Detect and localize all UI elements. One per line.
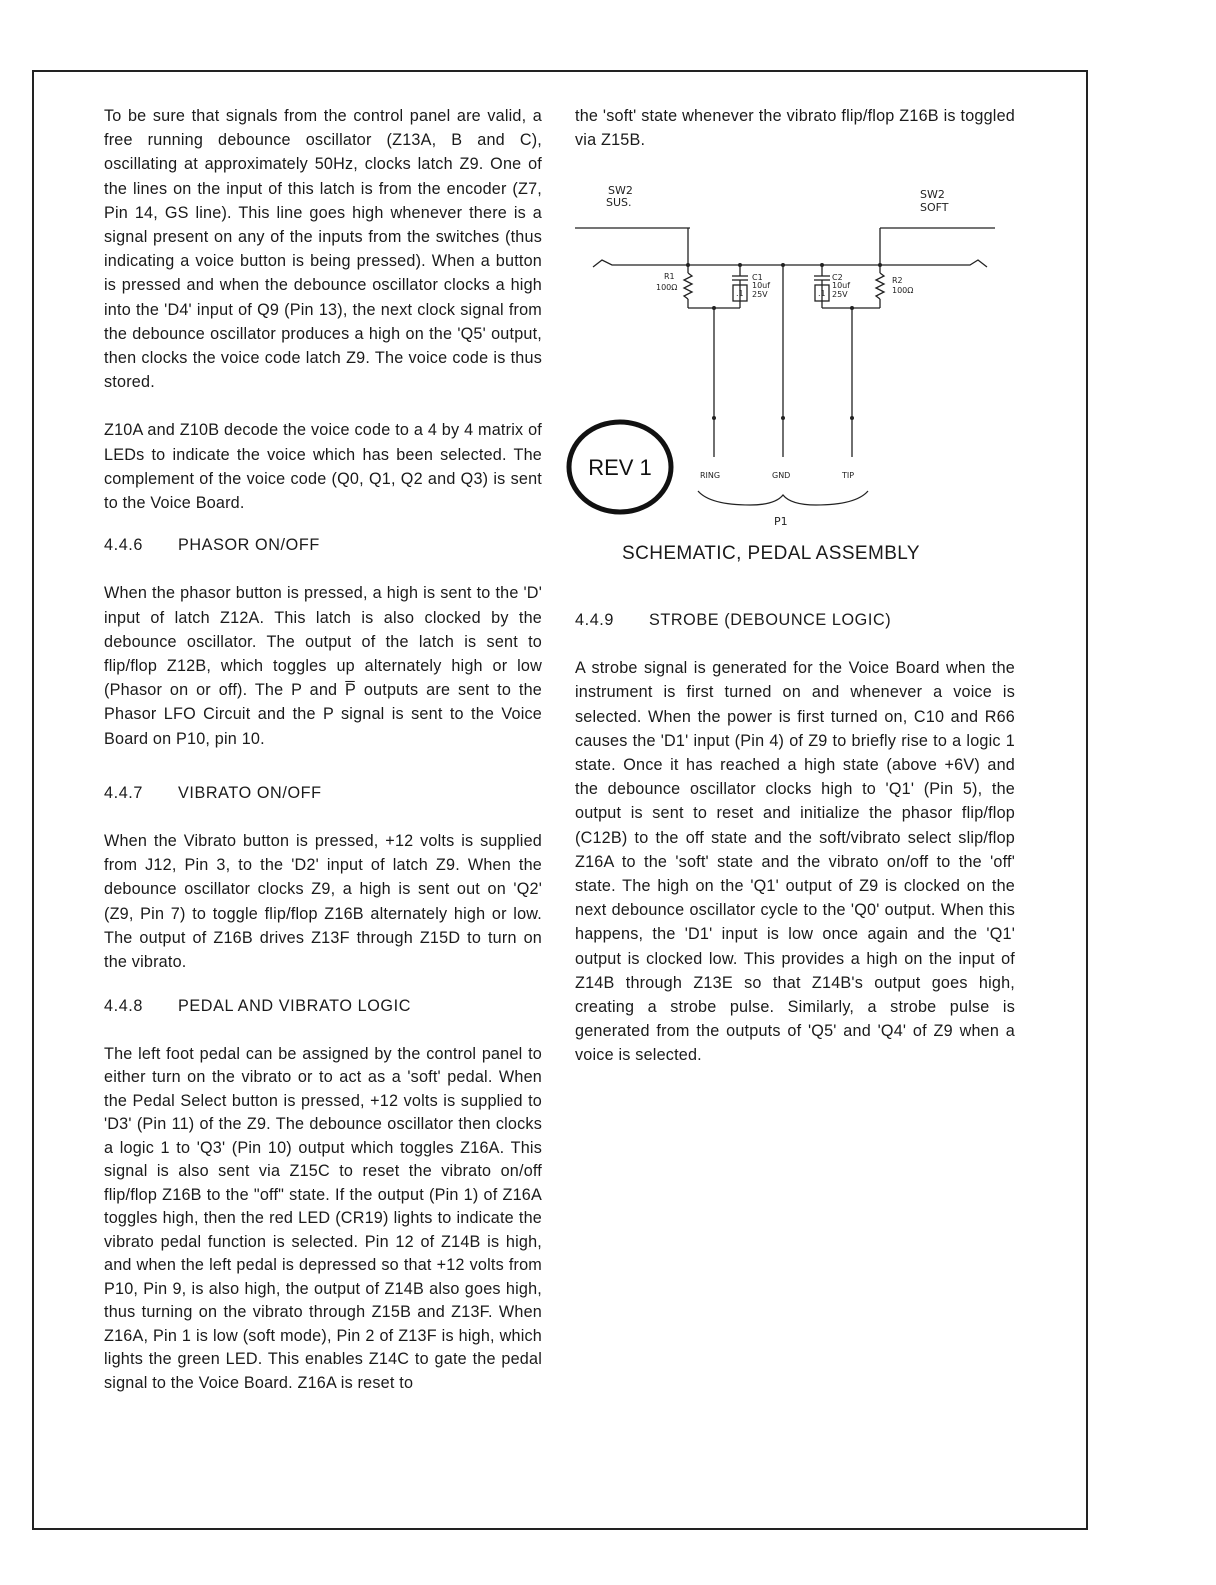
switch-soft-label: SW2 [920,188,945,201]
r1-value: 100Ω [656,283,678,292]
section-number: 4.4.7 [104,783,144,802]
section-number: 4.4.8 [104,997,144,1016]
rev-stamp [569,422,671,512]
section-number: 4.4.6 [104,536,144,555]
paragraph-voice-decode: Z10A and Z10B decode the voice code to a 4 by 4 matrix of LEDs to indicate the voice which has been selected. The complement of the voice code (Q0, Q1, Q2 and Q3) is sent to the Voice Board. [104,421,542,513]
c1-value: 10uf [752,281,771,290]
switch-sus-label: SW2 [608,184,633,197]
paragraph-debounce-oscillator: To be sure that signals from the control panel are valid, a free running debounce oscillator (Z13A, B and C), oscillating at approximately 50Hz, clocks latch Z9. One of the lines on the input of this latch is from the encoder (Z7, Pin 14, GS line). This line goes high whenever there is a signal present on any of the inputs from the switches (thus indicating a voice button is being pressed). When a button is pressed and when the debounce oscillator clocks a high into the 'D4' input of Q9 (Pin 13), the next clock signal from the debounce oscillator produces a high on the 'Q5' output, then clocks the voice code latch Z9. The voice code is thus stored. [104,107,542,392]
left-column [104,104,542,1395]
paragraph-pedal-logic: The left foot pedal can be assigned by the control panel to either turn on the vibrato or to act as a 'soft' pedal. When the Pedal Select button is pressed, +12 volts is supplied to 'D3' (Pin 11) of the Z9. The debounce oscillator then clocks a logic 1 to 'Q3' (Pin 10) output which toggles Z16A. This signal is also sent via Z15C to reset the vibrato on/off flip/flop Z16B to the "off" state. If the output (Pin 1) of Z16A toggles high, then the red LED (CR19) lights to indicate the vibrato pedal function is selected. Pin 12 of Z14B is high, and when the left pedal is depressed so that +12 volts from P10, Pin 9, is also high, the output of Z14B also goes high, thus turning on the vibrato through Z15B and Z13F. When Z16A, Pin 1 is low (soft mode), Pin 2 of Z13F is high, which lights the green LED. This enables Z14C to gate the pedal signal to the Voice Board. Z16A is reset to [104,1044,542,1392]
ring-label: RING [700,471,721,480]
pedal-schematic [560,175,1010,535]
c1-cap: .1 [736,289,744,298]
section-title: STROBE (DEBOUNCE LOGIC) [649,611,892,629]
paragraph-vibrato: When the Vibrato button is pressed, +12 volts is supplied from J12, Pin 3, to the 'D2' input of latch Z9. When the debounce oscillator clocks Z9, a high is sent out on 'Q2' (Z9, Pin 7) to toggle flip/flop Z16B alternately high or low. The output of Z16B drives Z13F through Z15D to turn on the vibrato. [104,832,542,972]
schematic-caption: SCHEMATIC, PEDAL ASSEMBLY [622,543,920,564]
tip-label: TIP [842,471,855,480]
c1-name: C1 [752,273,763,282]
r2-value: 100Ω [892,286,914,295]
section-heading-4-4-6 [104,533,542,557]
rev-stamp-text: REV 1 [588,455,652,480]
c1-voltage: 25V [752,290,768,299]
section-title: PEDAL AND VIBRATO LOGIC [178,997,411,1016]
paragraph-phasor: When the phasor button is pressed, a high is sent to the 'D' input of latch Z12A. This latch is also clocked by the debounce oscillator. The output of the latch is sent to flip/flop Z12B, which toggles up alternately high or low (Phasor on or off). The P and P̅ outputs are sent to the Phasor LFO Circuit and the P signal is sent to the Voice Board on P10, pin 10. [104,584,542,748]
section-title: PHASOR ON/OFF [178,536,320,555]
switch-soft-sublabel: SOFT [920,201,949,214]
r1-name: R1 [664,272,675,281]
c2-value: 10uf [832,281,851,290]
connector-p1-label: P1 [774,515,788,528]
paragraph-soft-state: the 'soft' state whenever the vibrato flip/flop Z16B is toggled via Z15B. [575,107,1015,150]
section-title: VIBRATO ON/OFF [178,783,322,802]
switch-sus-sublabel: SUS. [606,196,632,209]
c2-name: C2 [832,273,843,282]
section-heading-4-4-8 [104,994,542,1018]
gnd-label: GND [772,471,791,480]
r2-name: R2 [892,276,903,285]
section-number: 4.4.9 [575,611,615,629]
c2-cap: .1 [818,289,826,298]
c2-voltage: 25V [832,290,848,299]
right-column-bottom [575,608,1015,1068]
section-heading-4-4-7 [104,781,542,805]
section-heading-4-4-9 [575,608,1015,632]
right-column-top [575,104,1015,152]
paragraph-strobe: A strobe signal is generated for the Voice Board when the instrument is first turned on and whenever a voice is selected. When the power is first turned on, C10 and R66 causes the 'D1' input (Pin 4) of Z9 to briefly rise to a logic 1 state. Once it has reached a high state (above +6V) and the debounce oscillator clocks high to 'Q1' (Pin 5), the output is sent to reset and initialize the phasor flip/flop (C12B) to the off state and the soft/vibrato select slip/flop Z16A to the 'soft' state and the vibrato on/off to the 'off' state. The high on the 'Q1' output of Z9 is clocked on the next debounce oscillator cycle to the 'Q0' output. When this happens, the 'D1' input is low once again and the 'Q1' output is clocked low. This provides a high on the input of Z14B through Z13E so that Z14B's output goes high, creating a strobe pulse. Similarly, a strobe pulse is generated from the outputs of 'Q5' and 'Q4' of Z9 when a voice is selected. [575,659,1015,1065]
